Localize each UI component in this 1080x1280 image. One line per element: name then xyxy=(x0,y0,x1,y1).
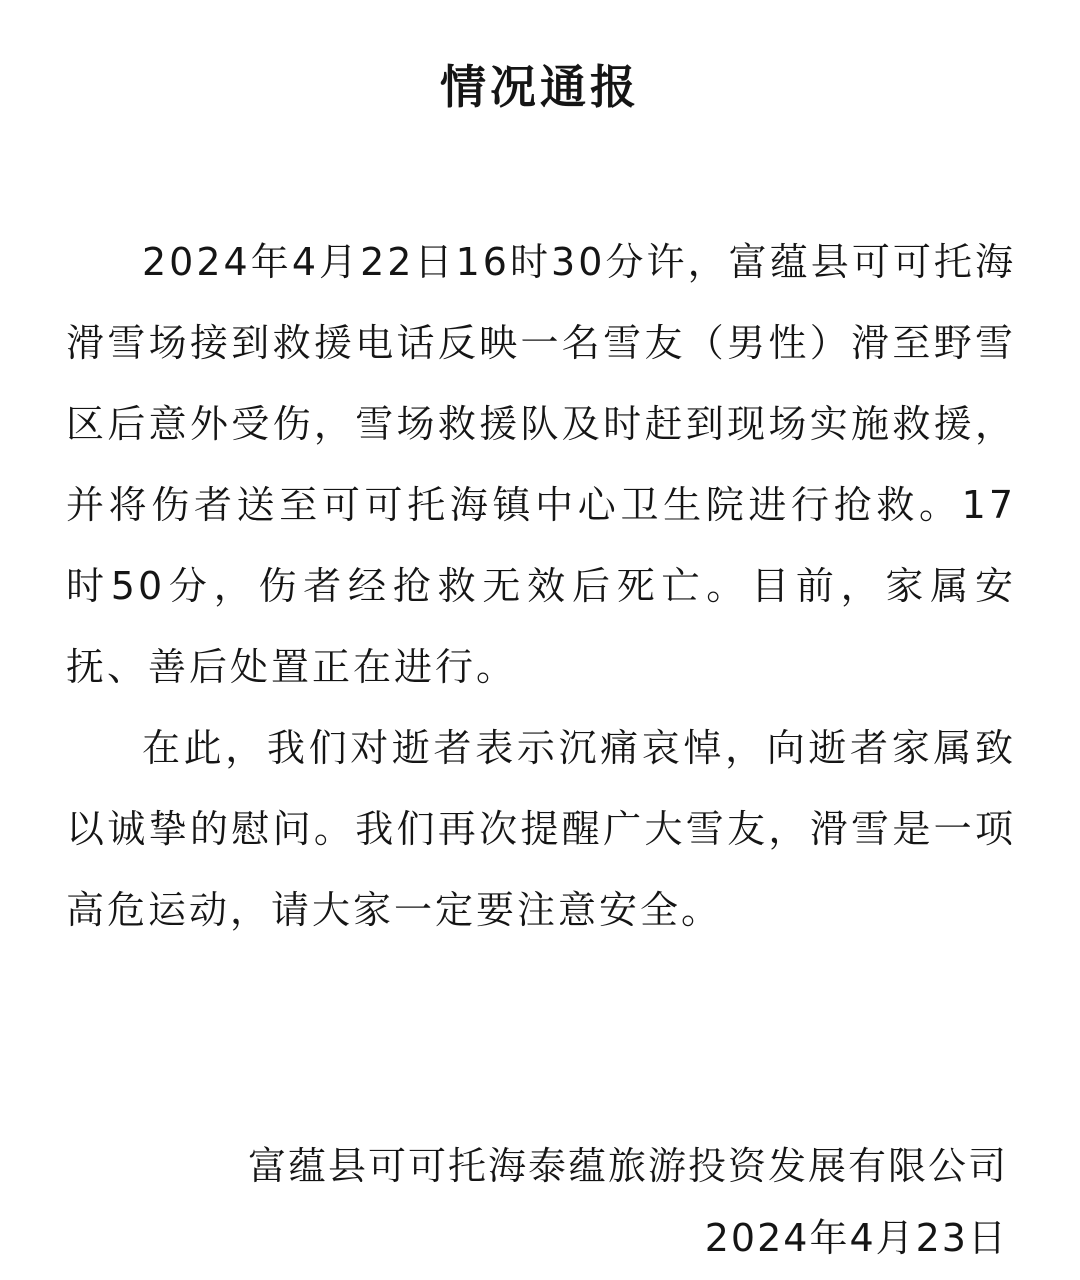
document-title: 情况通报 xyxy=(440,60,640,114)
paragraph-incident: 2024年4月22日16时30分许，富蕴县可可托海滑雪场接到救援电话反映一名雪友（男性）滑至野雪区后意外受伤，雪场救援队及时赶到现场实施救援，并将伤者送至可可托海镇中心卫生院进行抢救。17时50分，伤者经抢救无效后死亡。目前，家属安抚、善后处置正在进行。 xyxy=(66,240,1016,689)
signature-block xyxy=(248,1130,1008,1274)
document-body xyxy=(66,222,1016,951)
issuer-name: 富蕴县可可托海泰蕴旅游投资发展有限公司 xyxy=(247,1144,1008,1188)
issue-date: 2024年4月23日 xyxy=(704,1216,1008,1260)
paragraph-condolence: 在此，我们对逝者表示沉痛哀悼，向逝者家属致以诚挚的慰问。我们再次提醒广大雪友，滑雪是一项高危运动，请大家一定要注意安全。 xyxy=(66,726,1016,932)
